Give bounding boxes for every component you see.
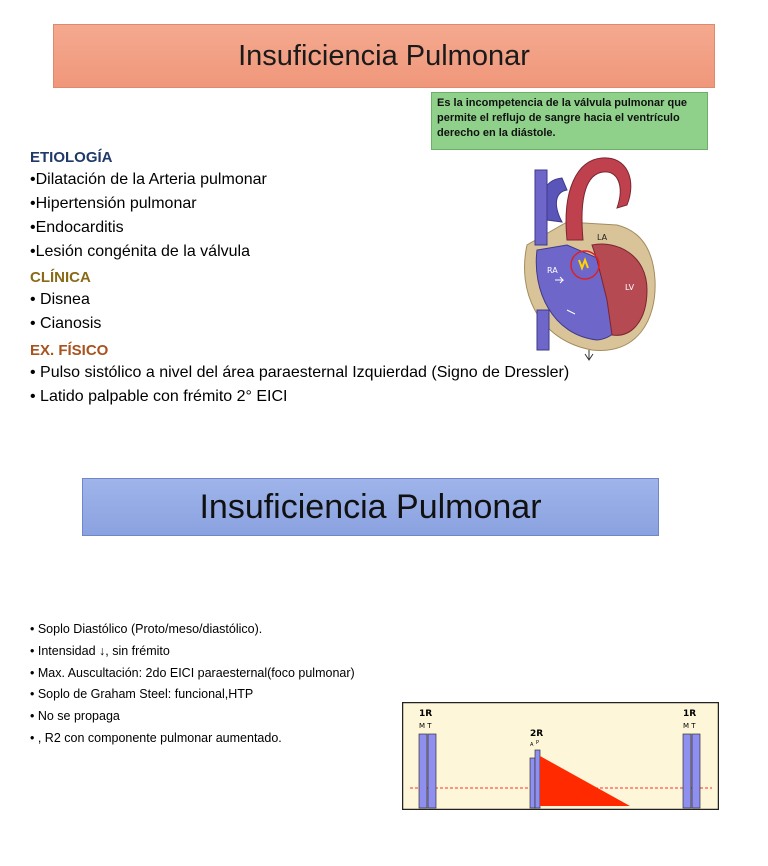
s2-sub-a: A xyxy=(530,742,534,748)
slide1-title-banner xyxy=(53,24,715,88)
slide2-list-item: • Soplo de Graham Steel: funcional,HTP xyxy=(30,687,254,702)
clinic-section xyxy=(30,268,670,336)
s1-left-m-bar xyxy=(419,734,427,808)
etiology-item: •Hipertensión pulmonar xyxy=(30,195,197,212)
definition-text: Es la incompetencia de la válvula pulmonar que permite el reflujo de sangre hacia el ventrículo derecho en la diástole. xyxy=(437,97,688,139)
slide2-list-item: • No se propaga xyxy=(30,709,120,724)
exam-item: • Latido palpable con frémito 2° EICI xyxy=(30,388,288,405)
heart-label-ra: RA xyxy=(547,266,558,275)
exam-section xyxy=(30,341,670,409)
heart-label-la: LA xyxy=(597,233,608,242)
exam-item: • Pulso sistólico a nivel del área paraesternal Izquierdad (Signo de Dressler) xyxy=(30,364,570,381)
clinic-title: CLÍNICA xyxy=(30,269,91,286)
slide2-title-banner xyxy=(82,478,659,536)
s1-left-t-bar xyxy=(428,734,436,808)
etiology-item: •Dilatación de la Arteria pulmonar xyxy=(30,171,267,188)
phonocardiogram xyxy=(402,702,719,810)
etiology-section xyxy=(30,148,670,264)
etiology-item: •Lesión congénita de la válvula xyxy=(30,243,250,260)
s1-left-sub: M T xyxy=(419,722,432,730)
s1-right-label: 1R xyxy=(683,709,697,719)
s2-label: 2R xyxy=(530,729,544,739)
s1-right-m-bar xyxy=(683,734,691,808)
etiology-item: •Endocarditis xyxy=(30,219,124,236)
etiology-title: ETIOLOGÍA xyxy=(30,149,113,166)
slide2-list-item: • Soplo Diastólico (Proto/meso/diastólico). xyxy=(30,622,263,636)
slide2-list xyxy=(30,619,450,750)
definition-box xyxy=(431,92,708,150)
s2-sub-p: P xyxy=(536,740,540,746)
s1-right-t-bar xyxy=(692,734,700,808)
s1-right-sub: M T xyxy=(683,722,696,730)
s2-p-bar xyxy=(535,750,540,808)
slide2-list-item: • Intensidad ↓, sin frémito xyxy=(30,643,170,658)
slide2-list-item: • Max. Auscultación: 2do EICI paraesternal(foco pulmonar) xyxy=(30,665,355,680)
exam-title: EX. FÍSICO xyxy=(30,342,109,359)
slide2-title: Insuficiencia Pulmonar xyxy=(199,487,542,526)
clinic-item: • Cianosis xyxy=(30,315,102,332)
slide1-title: Insuficiencia Pulmonar xyxy=(238,39,530,72)
slide2-list-item: • , R2 con componente pulmonar aumentado. xyxy=(30,730,282,745)
heart-label-lv: LV xyxy=(625,283,635,292)
s1-left-label: 1R xyxy=(419,709,433,719)
s2-a-bar xyxy=(530,758,535,808)
clinic-item: • Disnea xyxy=(30,291,90,308)
